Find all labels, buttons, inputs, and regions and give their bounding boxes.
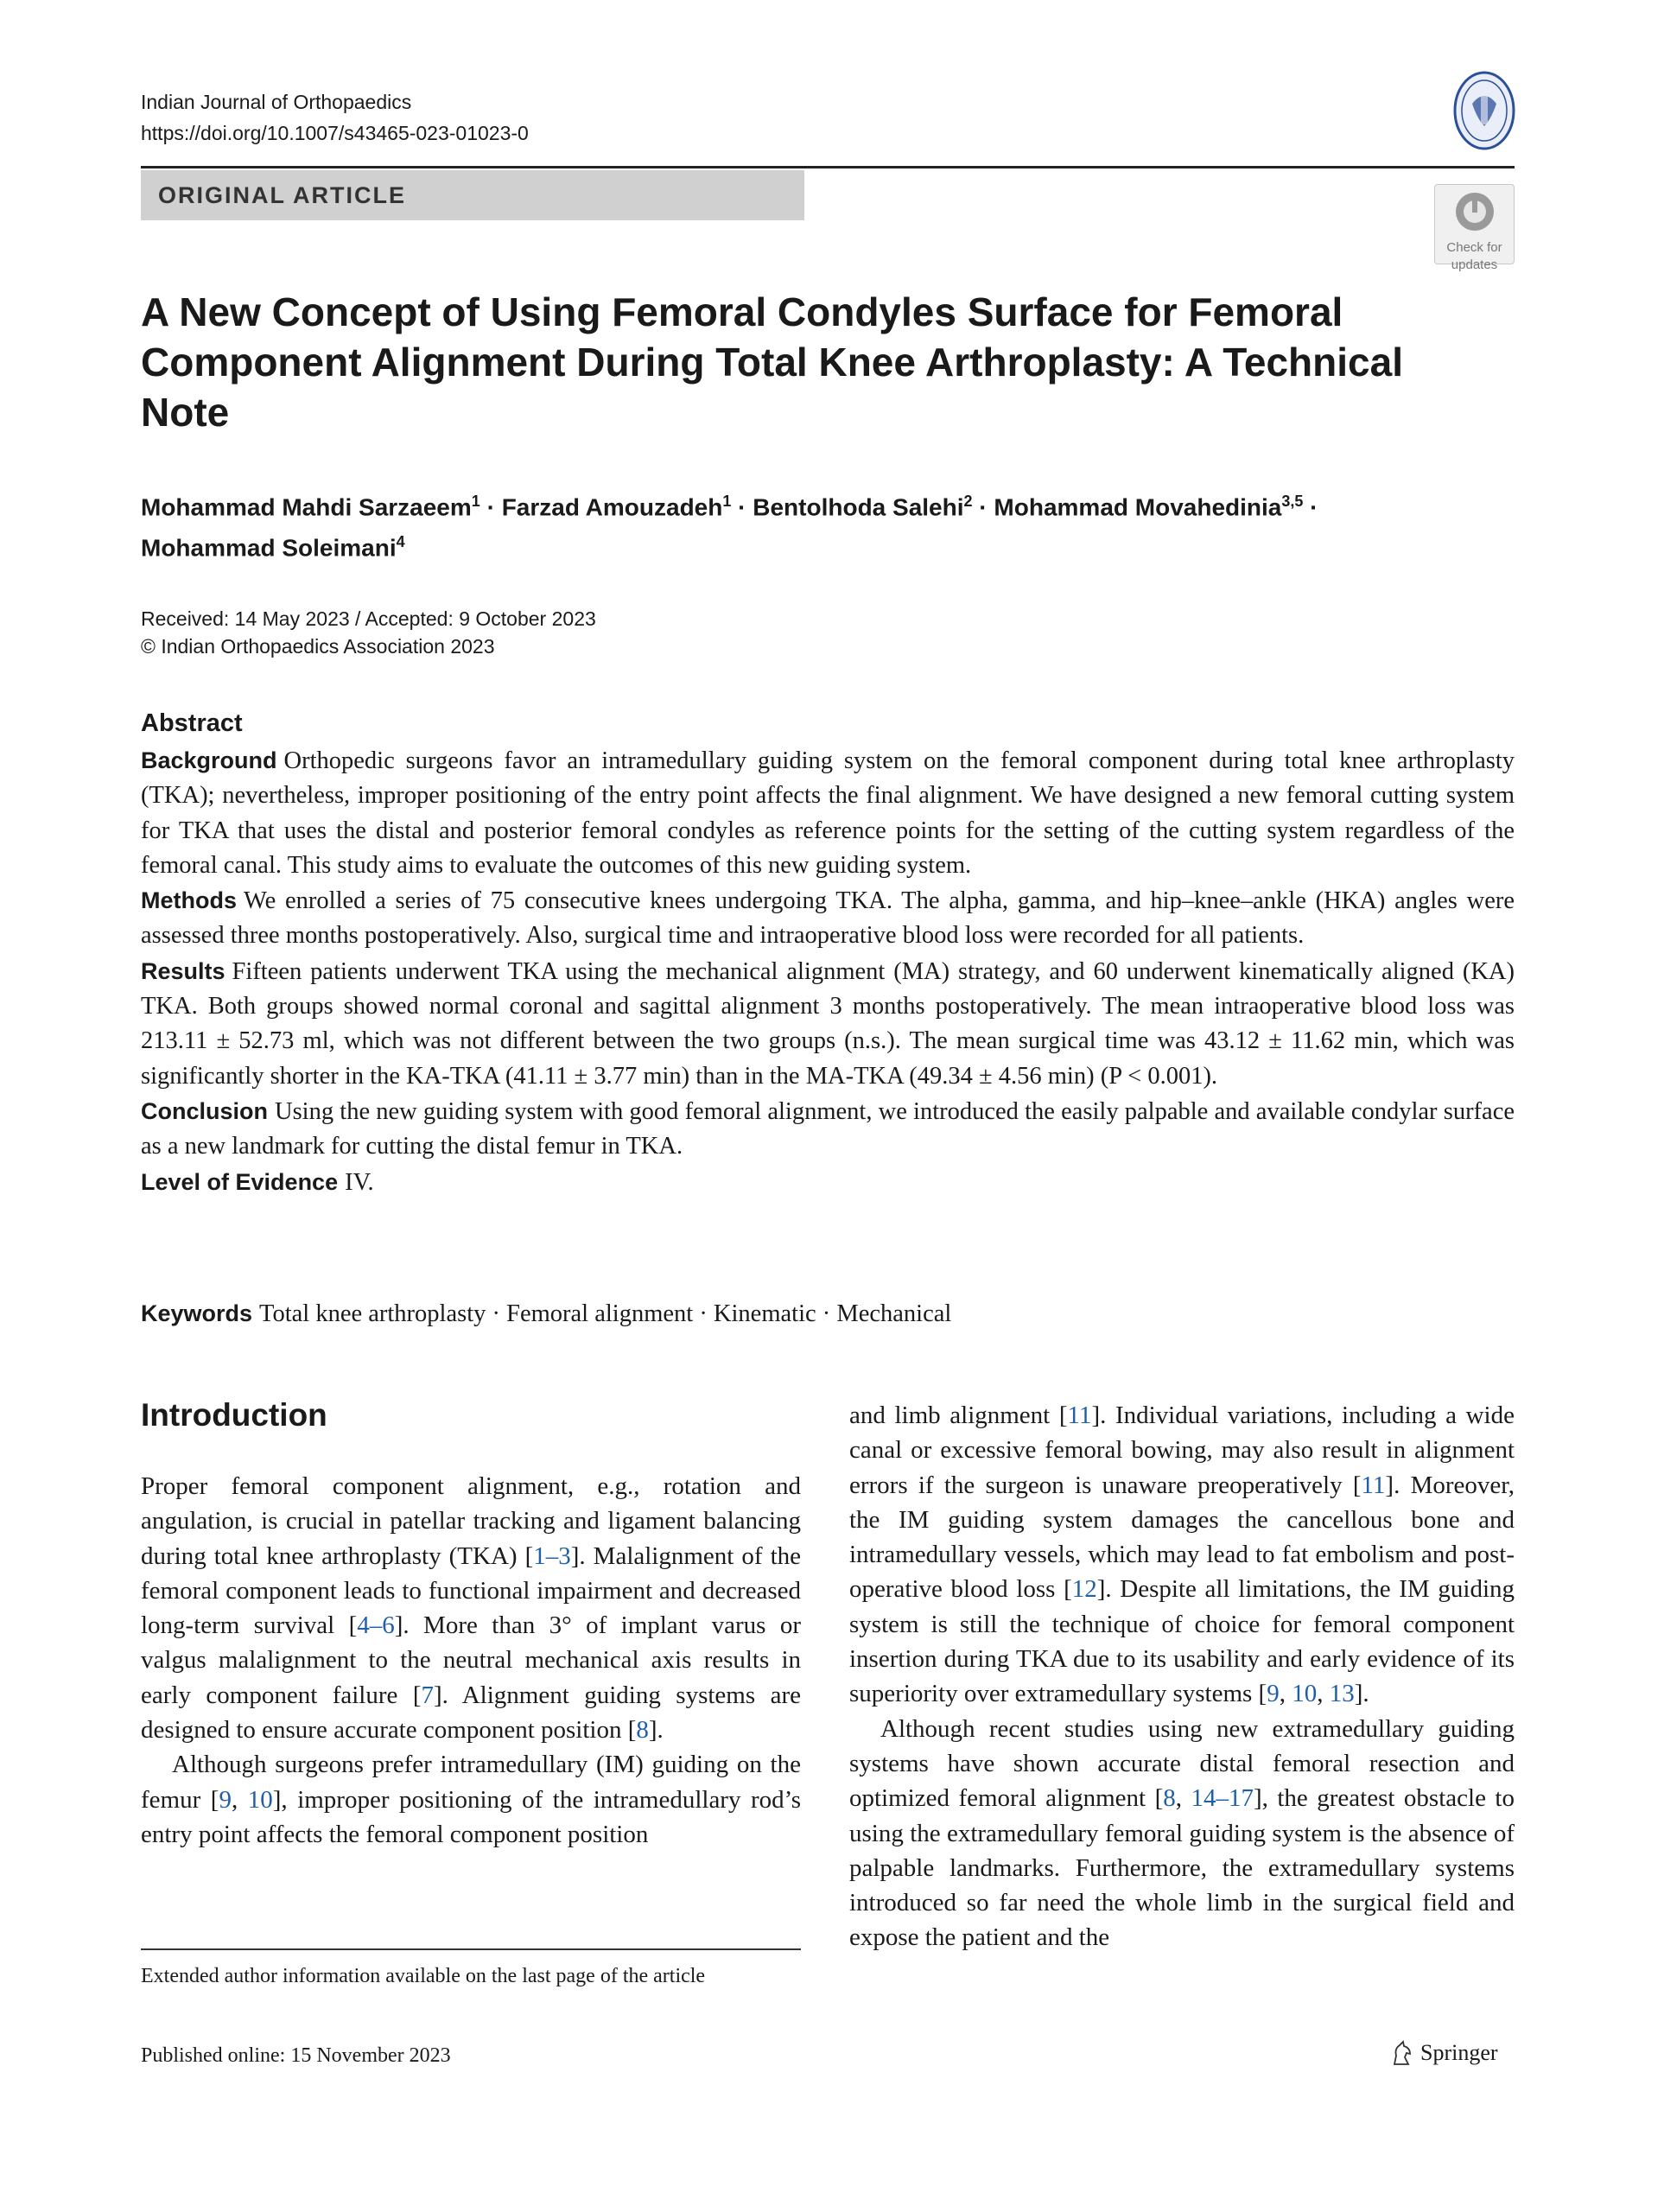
citation-link[interactable]: 10 (1292, 1680, 1318, 1708)
author-name[interactable]: Mohammad Soleimani (141, 534, 397, 562)
results-text: Fifteen patients underwent TKA using the mechanical alignment (MA) strategy, and 60 underwent kinematically aligned (KA) TKA. Both groups showed normal coronal and sagittal alignment 3 months postoperatively. The mean intraoperative blood loss was 213.11 ± 52.73 ml, which was not different between the two groups (n.s.). The mean surgical time was 43.12 ± 11.62 min, which was significantly shorter in the KA-TKA (41.11 ± 3.77 min) than in the MA-TKA (49.34 ± 4.56 min) (P < 0.001). (141, 957, 1515, 1090)
citation-link[interactable]: 13 (1329, 1680, 1355, 1708)
citation-link[interactable]: 11 (1361, 1471, 1386, 1499)
abstract-level (141, 1165, 1515, 1200)
left-column (141, 1469, 801, 1852)
abstract-background (141, 743, 1515, 883)
check-updates-line2: updates (1451, 257, 1498, 272)
abstract-heading: Abstract (141, 709, 243, 737)
intro-paragraph-2: Although surgeons prefer intramedullary (IM) guiding on the femur [9, 10], improper positioning of the intramedullary rod’s entry point affects the femoral component position (141, 1751, 802, 1848)
abstract-methods (141, 883, 1515, 954)
article-dates (141, 605, 596, 660)
citation-link[interactable]: 7 (421, 1681, 434, 1709)
intro-paragraph-3: and limb alignment [11]. Individual variations, including a wide canal or excessive femoral bowing, may also result in alignment errors if the surgeon is unaware preoperatively [11]. Moreover, the IM guiding system damages the cancellous bone and intramedullary vessels, which may lead to fat embolism and post-operative blood loss [12]. Despite all limitations, the IM guiding system is still the technique of choice for femoral component insertion during TKA due to its usability and early evidence of its superiority over extramedullary systems [9, 10, 13]. (849, 1402, 1515, 1708)
article-title: A New Concept of Using Femoral Condyles Surface for Femoral Component Alignment During Total Knee Arthroplasty: A Technical Note (141, 289, 1403, 435)
citation-link[interactable]: 8 (1163, 1784, 1176, 1813)
citation-link[interactable]: 9 (219, 1785, 232, 1814)
keywords (141, 1296, 1515, 1332)
author-name[interactable]: Mohammad Mahdi Sarzaeem (141, 493, 472, 521)
author-name[interactable]: Bentolhoda Salehi (753, 493, 964, 521)
abstract-conclusion (141, 1094, 1515, 1165)
background-text: Orthopedic surgeons favor an intramedullary guiding system on the femoral component during total knee arthroplasty (TKA); nevertheless, improper positioning of the entry point affects the final alignment. We have designed a new femoral cutting system for TKA that uses the distal and posterior femoral condyles as reference points for the setting of the cutting system regardless of the femoral canal. This study aims to evaluate the outcomes of this new guiding system. (141, 747, 1515, 879)
abstract (141, 707, 1515, 1200)
article-type-label: ORIGINAL ARTICLE (141, 170, 804, 220)
intro-paragraph-1: Proper femoral component alignment, e.g., rotation and angulation, is crucial in patellar tracking and ligament balancing during total knee arthroplasty (TKA) [1–3]. Malalignment of the femoral component leads to functional impairment and decreased long-term survival [4–6]. More than 3° of implant varus or valgus malalignment to the neutral mechanical axis results in early component failure [7]. Alignment guiding systems are designed to ensure accurate component position [8]. (141, 1472, 801, 1745)
citation-link[interactable]: 11 (1067, 1402, 1092, 1429)
author-affiliation: 2 (963, 493, 973, 510)
header-rule (141, 166, 1515, 168)
springer-horse-icon (1391, 2040, 1413, 2066)
check-updates-line1: Check for (1446, 240, 1502, 255)
citation-link[interactable]: 14–17 (1191, 1784, 1254, 1813)
methods-label: Methods (141, 887, 237, 914)
citation-link[interactable]: 10 (247, 1785, 273, 1814)
published-date: Published online: 15 November 2023 (141, 2044, 451, 2067)
footnote: Extended author information available on the last page of the article (141, 1965, 706, 1987)
citation-link[interactable]: 1–3 (533, 1541, 571, 1570)
publisher-logo (1391, 2037, 1498, 2069)
citation-link[interactable]: 8 (636, 1716, 649, 1745)
citation-link[interactable]: 9 (1267, 1680, 1280, 1708)
publisher-name: Springer (1420, 2040, 1498, 2065)
methods-text: We enrolled a series of 75 consecutive knees undergoing TKA. The alpha, gamma, and hip–knee–ankle (HKA) angles were assessed three months postoperatively. Also, surgical time and intraoperative blood loss were recorded for all patients. (141, 887, 1515, 950)
introduction-heading: Introduction (141, 1397, 327, 1433)
footnote-rule (141, 1948, 801, 1950)
author-affiliation: 3,5 (1281, 493, 1304, 510)
conclusion-label: Conclusion (141, 1097, 268, 1124)
received-accepted: Received: 14 May 2023 / Accepted: 9 October 2023 (141, 607, 596, 630)
background-label: Background (141, 747, 277, 773)
results-label: Results (141, 957, 225, 984)
author-affiliation: 4 (396, 533, 405, 551)
journal-seal-icon (1451, 69, 1517, 152)
citation-link[interactable]: 4–6 (357, 1611, 395, 1640)
journal-header (141, 86, 529, 149)
citation-link[interactable]: 12 (1071, 1575, 1097, 1604)
abstract-results (141, 954, 1515, 1094)
intro-paragraph-4: Although recent studies using new extramedullary guiding systems have shown accurate distal femoral resection and optimized femoral alignment [8, 14–17], the greatest obstacle to using the extramedullary femoral guiding system is the absence of palpable landmarks. Furthermore, the extramedullary systems introduced so far need the whole limb in the surgical field and expose the patient and the (849, 1714, 1515, 1952)
author-affiliation: 1 (722, 493, 732, 510)
author-name[interactable]: Farzad Amouzadeh (501, 493, 723, 521)
check-updates-icon (1453, 190, 1496, 233)
conclusion-text: Using the new guiding system with good femoral alignment, we introduced the easily palpable and available condylar surface as a new landmark for cutting the distal femur in TKA. (141, 1097, 1515, 1160)
author-name[interactable]: Mohammad Movahedinia (994, 493, 1282, 521)
author-affiliation: 1 (471, 493, 480, 510)
right-column (849, 1398, 1515, 1955)
keywords-text: Total knee arthroplasty · Femoral alignment · Kinematic · Mechanical (259, 1300, 952, 1327)
check-for-updates-button[interactable] (1434, 184, 1515, 272)
level-label: Level of Evidence (141, 1168, 339, 1195)
doi-link[interactable]: https://doi.org/10.1007/s43465-023-01023-0 (141, 122, 529, 144)
journal-name: Indian Journal of Orthopaedics (141, 91, 412, 113)
level-text: IV. (345, 1168, 374, 1196)
keywords-label: Keywords (141, 1300, 253, 1326)
copyright: © Indian Orthopaedics Association 2023 (141, 635, 495, 658)
author-list: Mohammad Mahdi Sarzaeem$^1$ · Farzad Amouzadeh$^1$ · Bentolhoda Salehi$^2$ · Mohammad Movahedinia$^{3,5}$ · Mohammad Soleimani$^4$ (141, 493, 1318, 562)
